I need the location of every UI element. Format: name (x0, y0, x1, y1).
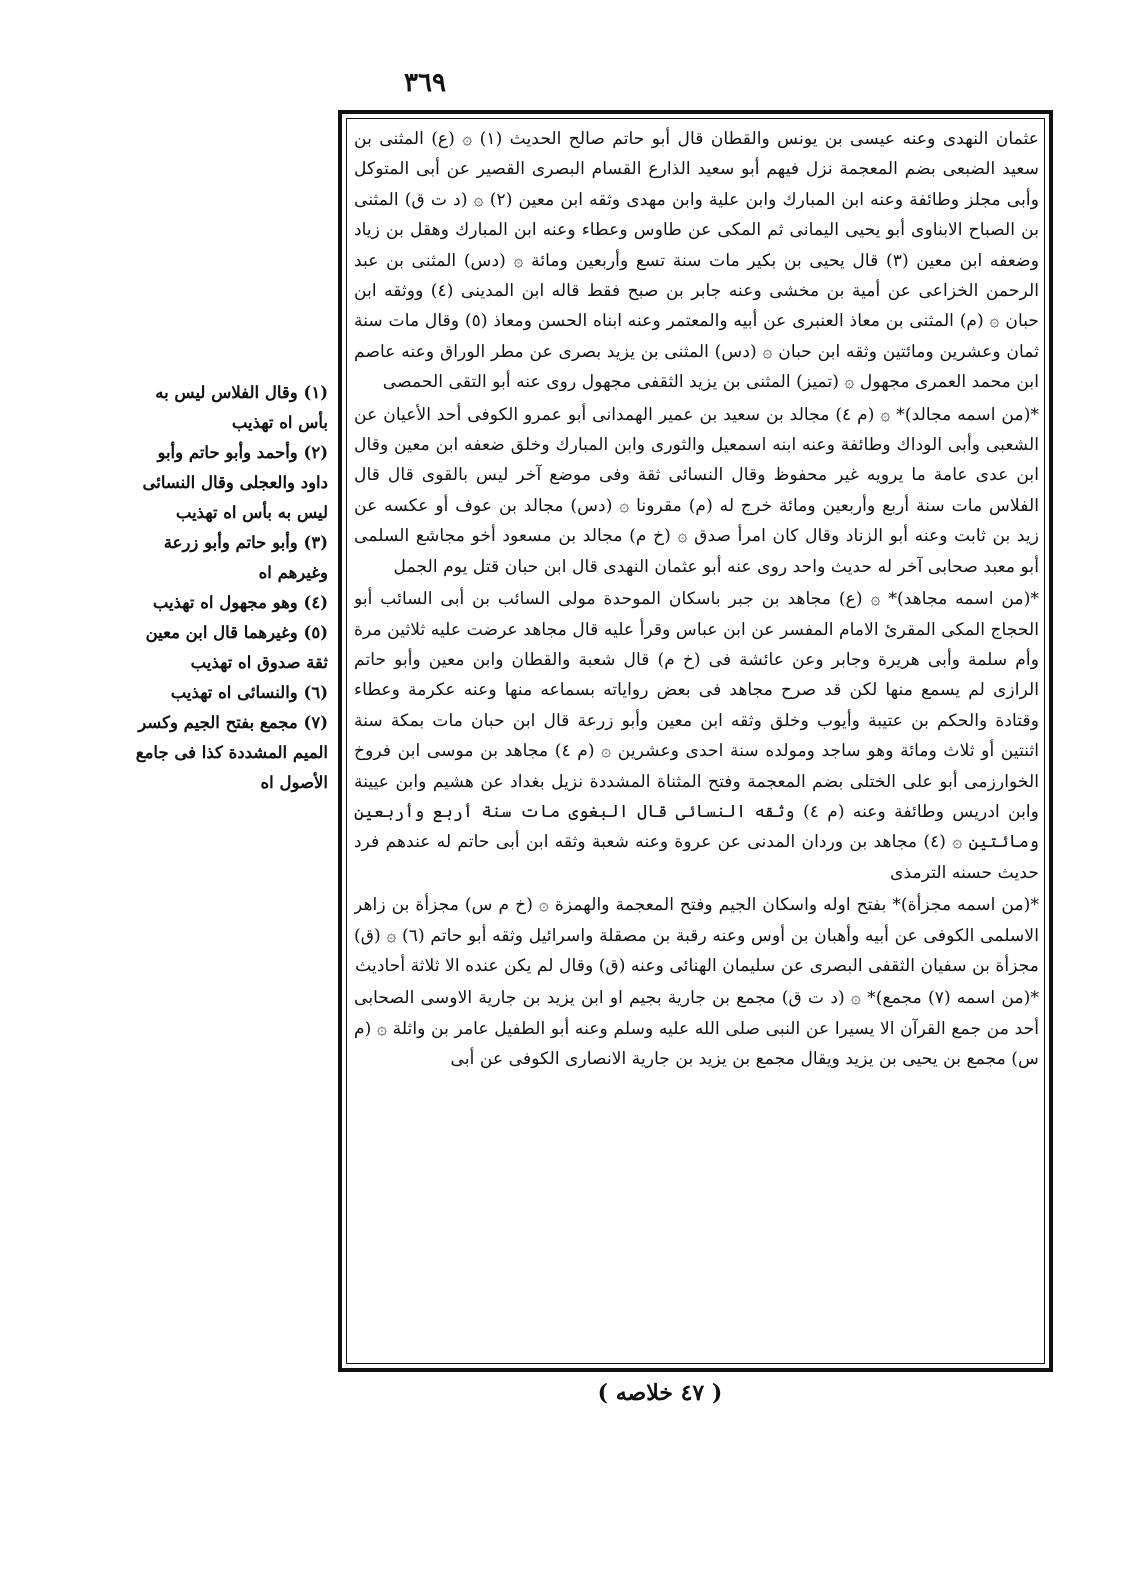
footer-caption: ( ٤٧ خلاصه ) (597, 1380, 723, 1406)
footnote-6: (٦) والنسائى اه تهذيب (170, 683, 328, 702)
footnote-5: (٥) وغيرهما قال ابن معين ثقة صدوق اه تهذيب (145, 623, 328, 672)
paragraph-mujahid: *(من اسمه مجاهد)* ۞ (ع) مجاهد بن جبر باسكان الموحدة مولى السائب بن أبى السائب أبو الحجاج المكى المقرئ الامام المفسر عن ابن عباس وقرأ عليه قال مجاهد عرضت عليه ثلاثين مرة وأم سلمة وأبى هريرة وجابر وعن عائشة فى (خ م) قال شعبة والقطان وابن معين وأبو حاتم الرازى لم يسمع منها لكن قد صرح مجاهد فى بعض رواياته بسماعه منها وعنه عكرمة وعطاء وقتادة والحكم بن عتيبة وأيوب وخلق وثقه ابن معين وأبو زرعة قال ابن حبان مات بمكة سنة اثنتين أو ثلاث ومائة وهو ساجد ومولده سنة احدى وعشرين ۞ (م ٤) مجاهد بن موسى ابن فروخ الخوارزمى أبو على الختلى بضم المعجمة وفتح المثناة المشددة نزيل بغداد عن هشيم وابن عيينة وابن ادريس وطائفة وعنه (م ٤) وثقه النسائى قال البغوى مات سنة أربع وأربعين ومائتين ۞ (٤) مجاهد بن وردان المدنى عن عروة وعنه شعبة وثقه ابن أبى حاتم له عندهم فرد حديث حسنه الترمذى (354, 589, 1039, 883)
paragraph-muthanna: عثمان النهدى وعنه عيسى بن يونس والقطان قال أبو حاتم صالح الحديث (١) ۞ (ع) المثنى بن سعيد الضبعى بضم المعجمة نزل فيهم أبو سعيد الذارع القسام البصرى القصير عن أبى المتوكل وأبى مجلز وطائفة وعنه ابن المبارك وابن علية وابن مهدى وثقه ابن معين (٢) ۞ (د ت ق) المثنى بن الصباح الابناوى أبو يحيى اليمانى ثم المكى عن طاوس وعطاء وعنه ابن المبارك وهقل بن زياد وضعفه ابن معين (٣) قال يحيى بن بكير مات سنة تسع وأربعين ومائة ۞ (دس) المثنى بن عبد الرحمن الخزاعى عن أمية بن مخشى وعنه جابر بن صبح فقط قاله ابن المدينى (٤) ووثقه ابن حبان ۞ (م) المثنى بن معاذ العنبرى عن أبيه والمعتمر وعنه ابناه الحسن ومعاذ (٥) وقال مات سنة ثمان وعشرين ومائتين وثقه ابن حبان ۞ (دس) المثنى بن يزيد بصرى عن مطر الوراق وعنه عاصم ابن محمد العمرى مجهول ۞ (تميز) المثنى بن يزيد الثقفى مجهول روى عنه أبو التقى الحمصى (354, 129, 1039, 393)
main-text-column (354, 124, 1039, 1360)
footnote-2: (٢) وأحمد وأبو حاتم وأبو داود والعجلى وقال النسائى ليس به بأس اه تهذيب (142, 443, 328, 522)
footnote-4: (٤) وهو مجهول اه تهذيب (152, 593, 328, 612)
margin-footnotes (128, 378, 328, 798)
footnote-1: (١) وقال الفلاس ليس به بأس اه تهذيب (155, 383, 328, 432)
paragraph-mujalid: *(من اسمه مجالد)* ۞ (م ٤) مجالد بن سعيد بن عمير الهمدانى أبو عمرو الكوفى أحد الأعيان عن الشعبى وأبى الوداك وطائفة وعنه ابنه اسمعيل والثورى وابن المبارك وخلق ضعفه ابن معين وقال ابن عدى عامة ما يرويه غير محفوظ وقال النسائى ثقة وفى موضع آخر ليس بالقوى قال قال الفلاس مات سنة أربع وأربعين ومائة خرج له (م) مقرونا ۞ (دس) مجالد بن عوف أو عكسه عن زيد بن ثابت وعنه أبو الزناد وقال كان امرأ صدق ۞ (خ م) مجالد بن مسعود أخو مجاشع السلمى أبو معبد صحابى آخر له حديث واحد روى عنه أبو عثمان النهدى قال ابن حبان قتل يوم الجمل (354, 404, 1039, 577)
paragraph-majzaa: *(من اسمه مجزأة)* بفتح اوله واسكان الجيم وفتح المعجمة والهمزة ۞ (خ م س) مجزأة بن زاهر الاسلمى الكوفى عن أبيه وأهبان بن أوس وعنه رقبة بن مصقلة واسرائيل وثقه أبو حاتم (٦) ۞ (ق) مجزأة بن سفيان الثقفى البصرى عن سليمان الهنائى وعنه (ق) وقال لم يكن عنده الا ثلاثة أحاديث (354, 895, 1039, 976)
footnote-7: (٧) مجمع بفتح الجيم وكسر الميم المشددة كذا فى جامع الأصول اه (135, 713, 328, 792)
page-number: ٣٦٩ (404, 68, 446, 98)
footnote-3: (٣) وأبو حاتم وأبو زرعة وغيرهم اه (163, 533, 328, 582)
paragraph-mujammi: *(من اسمه (٧) مجمع)* ۞ (د ت ق) مجمع بن جارية بجيم او ابن يزيد بن جارية الاوسى الصحابى أحد من جمع القرآن الا يسيرا عن النبى صلى الله عليه وسلم وعنه أبو الطفيل عامر بن واثلة ۞ (م س) مجمع بن يحيى بن يزيد ويقال مجمع بن يزيد بن جارية الانصارى الكوفى عن أبى (354, 988, 1039, 1070)
